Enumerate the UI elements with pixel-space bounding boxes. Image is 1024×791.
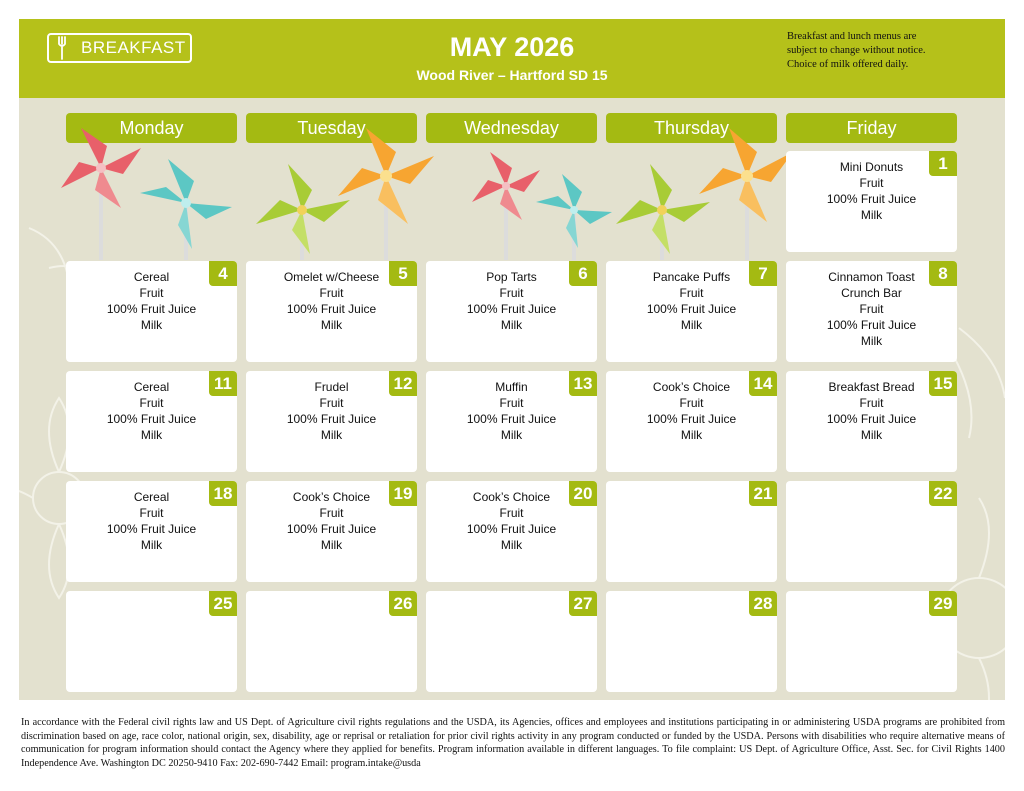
calendar-day-20 [426,481,597,582]
calendar-day-4 [66,261,237,362]
calendar-day-6 [426,261,597,362]
day-number: 20 [569,481,597,506]
calendar-day-29 [786,591,957,692]
menu-item: Fruit [679,286,704,300]
calendar-day-26 [246,591,417,692]
calendar-day-25 [66,591,237,692]
menu-items [246,379,417,443]
menu-item: Milk [860,334,883,348]
district-name: Wood River – Hartford SD 15 [416,67,608,83]
day-number: 4 [209,261,237,286]
menu-item: Fruit [139,396,164,410]
menu-item: Milk [860,428,883,442]
menu-item: Milk [680,318,703,332]
day-header-thursday: Thursday [606,113,777,143]
day-number: 6 [569,261,597,286]
menu-item: Milk [500,538,523,552]
menu-items [606,269,777,333]
menu-item: Fruit [319,396,344,410]
day-number: 21 [749,481,777,506]
menu-item: 100% Fruit Juice [466,302,557,316]
calendar-day-7 [606,261,777,362]
menu-item: Fruit [319,286,344,300]
menu-item: Cinnamon Toast [828,270,915,284]
menu-item: Cereal [133,270,170,284]
day-number: 22 [929,481,957,506]
note-line: subject to change without notice. [787,45,926,56]
menu-notes [787,30,997,72]
menu-item: 100% Fruit Juice [106,412,197,426]
day-number: 1 [929,151,957,176]
menu-item: Milk [500,428,523,442]
menu-item: Milk [140,428,163,442]
calendar-day-27 [426,591,597,692]
menu-item: Fruit [859,396,884,410]
calendar-day-22 [786,481,957,582]
menu-items [66,379,237,443]
day-number: 7 [749,261,777,286]
menu-items [786,379,957,443]
menu-item: 100% Fruit Juice [106,302,197,316]
day-number: 27 [569,591,597,616]
calendar-day-21 [606,481,777,582]
menu-item: Milk [500,318,523,332]
menu-items [426,489,597,553]
calendar-day-1 [786,151,957,252]
page-title: MAY 2026 [449,32,575,62]
menu-item: Milk [140,538,163,552]
menu-item: Cook’s Choice [292,490,371,504]
menu-item: Milk [320,428,343,442]
calendar-day-11 [66,371,237,472]
menu-item: Frudel [314,380,349,394]
day-number: 19 [389,481,417,506]
menu-item: 100% Fruit Juice [106,522,197,536]
menu-items [426,379,597,443]
calendar-day-5 [246,261,417,362]
menu-item: Cook’s Choice [652,380,731,394]
menu-item: Mini Donuts [839,160,904,174]
day-number: 15 [929,371,957,396]
calendar-day-8 [786,261,957,362]
menu-item: Fruit [499,396,524,410]
menu-item: Milk [140,318,163,332]
menu-item: Fruit [139,286,164,300]
day-number: 26 [389,591,417,616]
day-number: 18 [209,481,237,506]
menu-item: Fruit [859,176,884,190]
menu-items [606,379,777,443]
calendar-header [19,19,1005,98]
menu-item: Milk [860,208,883,222]
menu-item: 100% Fruit Juice [286,412,377,426]
menu-item: Crunch Bar [841,286,902,300]
menu-item: Fruit [319,506,344,520]
menu-item: Fruit [139,506,164,520]
menu-item: 100% Fruit Juice [286,302,377,316]
day-number: 8 [929,261,957,286]
day-number: 5 [389,261,417,286]
day-number: 14 [749,371,777,396]
day-header-tuesday: Tuesday [246,113,417,143]
menu-item: 100% Fruit Juice [826,318,917,332]
day-number: 28 [749,591,777,616]
menu-item: 100% Fruit Juice [466,522,557,536]
calendar-day-18 [66,481,237,582]
calendar-day-13 [426,371,597,472]
menu-items [786,269,957,349]
calendar-day-15 [786,371,957,472]
menu-item: Fruit [499,286,524,300]
calendar-day-14 [606,371,777,472]
calendar-day-19 [246,481,417,582]
menu-items [246,269,417,333]
day-number: 25 [209,591,237,616]
menu-item: Breakfast Bread [828,380,915,394]
menu-item: Fruit [499,506,524,520]
menu-item: Milk [680,428,703,442]
menu-item: 100% Fruit Juice [826,192,917,206]
menu-item: Milk [320,318,343,332]
calendar-day-28 [606,591,777,692]
day-header-monday: Monday [66,113,237,143]
menu-items [66,269,237,333]
day-number: 12 [389,371,417,396]
menu-items [426,269,597,333]
day-number: 13 [569,371,597,396]
menu-item: 100% Fruit Juice [646,412,737,426]
day-number: 11 [209,371,237,396]
menu-item: Muffin [495,380,528,394]
menu-item: Cereal [133,490,170,504]
calendar-day-12 [246,371,417,472]
menu-item: Omelet w/Cheese [283,270,380,284]
menu-items [66,489,237,553]
menu-item: Cook’s Choice [472,490,551,504]
menu-item: Fruit [679,396,704,410]
menu-item: Milk [320,538,343,552]
note-line: Choice of milk offered daily. [787,59,909,70]
menu-item: 100% Fruit Juice [826,412,917,426]
menu-item: Pop Tarts [486,270,537,284]
menu-item: Fruit [859,302,884,316]
note-line: Breakfast and lunch menus are [787,31,917,42]
menu-item: 100% Fruit Juice [646,302,737,316]
menu-item: Pancake Puffs [652,270,731,284]
day-header-friday: Friday [786,113,957,143]
day-number: 29 [929,591,957,616]
menu-item: 100% Fruit Juice [466,412,557,426]
badge-label: BREAKFAST [81,38,186,57]
day-header-wednesday: Wednesday [426,113,597,143]
menu-item: Cereal [133,380,170,394]
menu-items [246,489,417,553]
menu-item: 100% Fruit Juice [286,522,377,536]
menu-items [786,159,957,223]
nondiscrimination-statement: In accordance with the Federal civil rights law and US Dept. of Agriculture civil rights regulations and the USDA, its Agencies, offices and employees and institutions participating in or administering USDA programs are prohibited from discrimination based on age, race color, national origin, sex, disability, age or reprisal or retaliation for prior civil rights activity in any program conducted or funded by the USDA. Persons with disabilities who require alternative means of communication for program information should contact the Agency where they applied for benefits. Program information available in different languages. To file complaint: US Dept. of Agriculture Office, Asst. Sec. for Civil Rights 1400 Independence Ave. Washington DC 20250-9410 Fax: 202-690-7442 Email: program.intake@usda [21,717,1005,769]
